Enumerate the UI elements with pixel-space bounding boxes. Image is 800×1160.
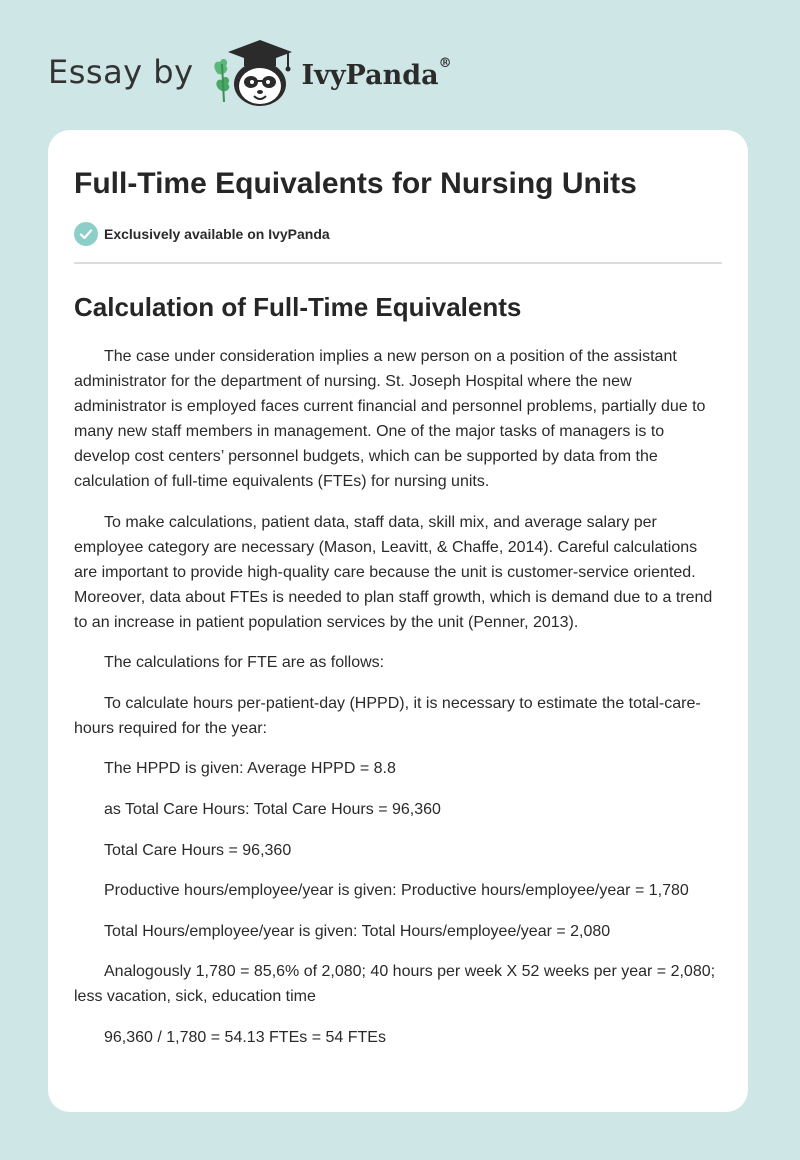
paragraph: To make calculations, patient data, staff data, skill mix, and average salary per employee category are necessary (Mason, Leavitt, & Chaffe, 2014). Careful calculations are important to provide high-quality care because the unit is customer-service oriented. Moreover, data about FTEs is needed to plan staff growth, which is demand due to a trend to an increase in patient population services by the unit (Penner, 2013). bbox=[74, 513, 713, 631]
paragraph: Analogously 1,780 = 85,6% of 2,080; 40 hours per week X 52 weeks per year = 2,080; less vacation, sick, education time bbox=[74, 963, 716, 1006]
paragraph: Total Care Hours = 96,360 bbox=[104, 841, 292, 859]
check-icon bbox=[74, 222, 98, 246]
paragraph: Total Hours/employee/year is given: Total Hours/employee/year = 2,080 bbox=[104, 922, 611, 940]
exclusive-badge bbox=[74, 222, 722, 246]
page-title: Full-Time Equivalents for Nursing Units bbox=[74, 167, 637, 200]
site-header bbox=[48, 34, 452, 110]
essay-card bbox=[48, 130, 748, 1112]
panda-mascot-icon bbox=[210, 34, 296, 110]
paragraph: The calculations for FTE are as follows: bbox=[104, 654, 385, 672]
essay-by-label: Essay by bbox=[48, 53, 194, 91]
paragraph: To calculate hours per-patient-day (HPPD), it is necessary to estimate the total-care-hours required for the year: bbox=[74, 694, 701, 737]
ivypanda-logo[interactable] bbox=[210, 34, 452, 110]
divider bbox=[74, 262, 722, 264]
paragraph: Productive hours/employee/year is given: Productive hours/employee/year = 1,780 bbox=[104, 882, 689, 900]
paragraph: The case under consideration implies a new person on a position of the assistant administrator for the department of nursing. St. Joseph Hospital where the new administrator is employed faces current financial and personnel problems, partially due to many new staff members in management. One of the major tasks of managers is to develop cost centers’ personnel budgets, which can be supported by data from the calculation of full-time equivalents (FTEs) for nursing units. bbox=[74, 348, 706, 490]
brand-name: IvyPanda® bbox=[301, 55, 452, 91]
paragraph: as Total Care Hours: Total Care Hours = 96,360 bbox=[104, 800, 441, 818]
paragraph: 96,360 / 1,780 = 54.13 FTEs = 54 FTEs bbox=[104, 1028, 386, 1046]
exclusive-label: Exclusively available on IvyPanda bbox=[104, 226, 330, 242]
essay-body bbox=[74, 344, 722, 1050]
registered-mark: ® bbox=[438, 55, 452, 71]
section-heading: Calculation of Full-Time Equivalents bbox=[74, 292, 522, 322]
paragraph: The HPPD is given: Average HPPD = 8.8 bbox=[104, 760, 396, 778]
